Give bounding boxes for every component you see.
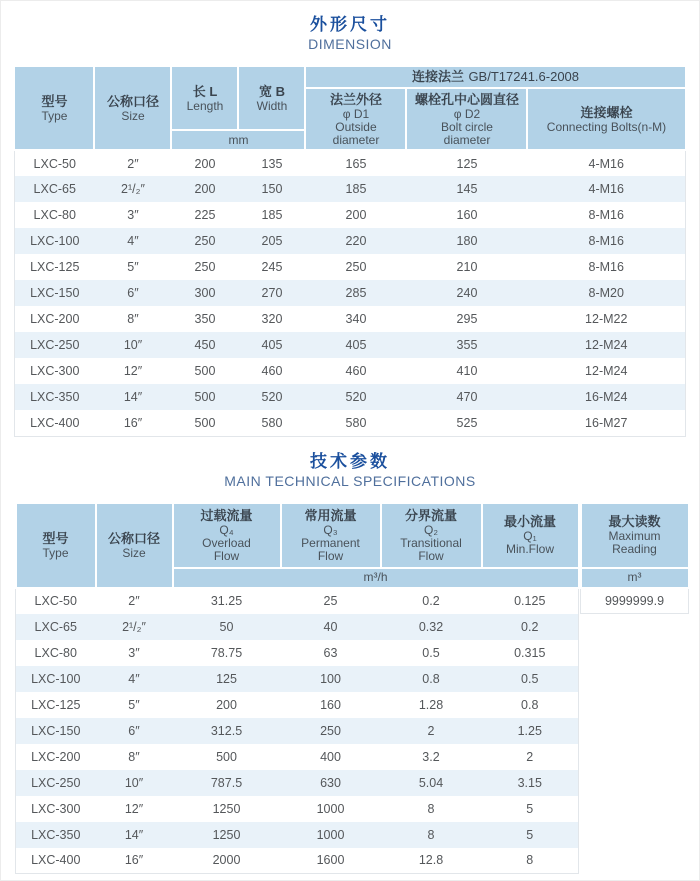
cell-model: LXC-50	[34, 594, 77, 608]
cell-d2: 470	[456, 390, 478, 404]
cell-size: 3″	[127, 208, 139, 222]
cell-d1: 165	[345, 156, 367, 171]
cell-d1: 250	[345, 260, 367, 274]
col-header-length-en: Length	[186, 98, 224, 113]
cell-q3: 1000	[316, 801, 345, 816]
table-row	[16, 796, 579, 822]
col-header-size-zh: 公称口径	[106, 93, 159, 109]
col-header-model-zh: 型号	[41, 93, 68, 109]
cell-q2: 5.04	[418, 775, 444, 790]
table-row	[14, 280, 685, 306]
cell-q1: 0.125	[514, 594, 546, 608]
cell-d1: 200	[345, 208, 367, 222]
cell-length: 300	[194, 286, 216, 300]
col-header-q3	[281, 503, 381, 568]
cell-q3: 1600	[316, 853, 345, 868]
col-header-model-zh: 型号	[42, 530, 69, 546]
col-header-q3-en1: Permanent	[301, 535, 360, 550]
col-header-size-en: Size	[121, 108, 145, 123]
col-header-model-en: Type	[41, 108, 68, 123]
unit-flow-cell	[173, 568, 579, 588]
cell-model: LXC-50	[33, 156, 76, 171]
cell-length: 350	[194, 312, 216, 326]
cell-q3: 40	[323, 619, 338, 634]
col-header-q2-en2: Flow	[418, 548, 444, 563]
table-row	[14, 306, 685, 332]
cell-length: 225	[194, 208, 216, 222]
col-header-size	[96, 503, 173, 588]
col-header-d2-zh: 螺栓孔中心圆直径	[414, 91, 519, 107]
cell-d2: 210	[456, 260, 478, 274]
cell-size: 10″	[124, 775, 144, 790]
cell-length: 500	[194, 364, 216, 378]
cell-q1: 5	[526, 801, 534, 816]
table-row	[16, 640, 579, 666]
cell-d2: 295	[456, 312, 478, 326]
col-header-d2-en1: Bolt circle	[440, 119, 493, 134]
cell-d1: 340	[345, 312, 367, 326]
cell-size: 2¹/₂″	[122, 619, 146, 634]
spec-table-header	[16, 503, 579, 588]
cell-q3: 63	[323, 645, 338, 660]
cell-d2: 160	[456, 208, 478, 222]
table-row	[14, 150, 685, 176]
col-header-q2-en1: Transitional	[400, 535, 462, 550]
cell-size: 3″	[128, 645, 140, 660]
cell-width: 185	[261, 208, 283, 222]
col-header-bolts-zh: 连接螺栓	[580, 104, 633, 120]
cell-length: 250	[194, 260, 216, 274]
cell-model: LXC-80	[33, 208, 76, 222]
col-group-flange	[305, 66, 685, 88]
cell-q4: 787.5	[210, 775, 243, 790]
cell-d2: 180	[456, 234, 478, 248]
cell-model: LXC-65	[33, 182, 76, 196]
cell-model: LXC-400	[30, 415, 80, 430]
cell-q1: 0.8	[521, 697, 539, 712]
col-header-q3-zh: 常用流量	[304, 507, 357, 523]
cell-width: 405	[261, 338, 283, 352]
col-header-q4-en2: Flow	[213, 548, 240, 563]
cell-d1: 285	[345, 286, 367, 300]
cell-width: 320	[261, 312, 283, 326]
cell-d1: 185	[345, 182, 367, 196]
cell-q4: 1250	[212, 801, 241, 816]
cell-bolts: 8-M16	[588, 234, 624, 248]
dimension-table-header	[14, 66, 685, 150]
cell-q2: 0.2	[422, 594, 440, 608]
cell-q2: 12.8	[418, 853, 444, 868]
cell-model: LXC-250	[30, 338, 80, 352]
cell-size: 4″	[128, 671, 140, 686]
cell-model: LXC-300	[31, 801, 81, 816]
cell-size: 12″	[123, 364, 143, 378]
cell-model: LXC-350	[30, 390, 80, 404]
cell-size: 12″	[124, 801, 144, 816]
table-row	[16, 614, 579, 640]
table-row	[16, 692, 579, 718]
col-header-q3-symbol: Q₃	[323, 522, 338, 537]
cell-size: 8″	[128, 749, 140, 764]
cell-q4: 500	[216, 749, 237, 764]
cell-size: 6″	[128, 723, 140, 738]
cell-bolts: 12-M22	[585, 312, 628, 326]
cell-model: LXC-150	[30, 286, 80, 300]
cell-width: 520	[261, 390, 283, 404]
cell-model: LXC-400	[31, 853, 81, 868]
spec-title-zh: 技术参数	[310, 451, 390, 471]
unit-flow-label: m³/h	[363, 570, 388, 584]
dimension-section-title	[1, 14, 699, 53]
cell-q1: 5	[526, 827, 534, 842]
cell-q2: 2	[427, 723, 435, 738]
table-row	[16, 718, 579, 744]
col-header-max-reading	[581, 503, 689, 568]
col-header-d1-en1: Outside	[335, 119, 377, 134]
cell-q2: 0.32	[418, 619, 444, 634]
cell-d1: 460	[345, 364, 367, 378]
cell-model: LXC-125	[30, 260, 80, 274]
cell-bolts: 8-M16	[588, 208, 624, 222]
cell-model: LXC-200	[31, 749, 81, 764]
table-row	[14, 410, 685, 436]
col-header-d2-symbol: φ D2	[453, 106, 481, 121]
cell-q3: 250	[320, 723, 341, 738]
cell-q2: 8	[427, 801, 435, 816]
cell-size: 6″	[127, 286, 139, 300]
cell-length: 200	[194, 156, 216, 171]
col-header-q1	[482, 503, 579, 568]
cell-length: 500	[194, 415, 216, 430]
cell-q2: 0.8	[422, 671, 440, 686]
spec-table-body	[16, 588, 579, 874]
cell-size: 2¹/₂″	[121, 182, 145, 196]
cell-d2: 125	[456, 156, 478, 171]
dimension-title-zh: 外形尺寸	[310, 15, 390, 34]
table-row	[16, 770, 579, 796]
col-header-q3-en2: Flow	[317, 548, 344, 563]
cell-size: 8″	[127, 312, 139, 326]
col-header-d1-symbol: φ D1	[342, 106, 370, 121]
cell-bolts: 16-M27	[585, 415, 628, 430]
cell-model: LXC-100	[31, 671, 81, 686]
col-header-max-en2: Reading	[612, 542, 657, 556]
cell-model: LXC-250	[31, 775, 81, 790]
cell-width: 205	[261, 234, 283, 248]
col-header-bolts-en: Connecting Bolts(n-M)	[546, 119, 667, 134]
col-header-d1-zh: 法兰外径	[329, 91, 382, 107]
cell-size: 10″	[123, 338, 143, 352]
cell-q3: 100	[320, 671, 341, 686]
cell-q1: 2	[526, 749, 534, 764]
cell-width: 270	[261, 286, 283, 300]
col-header-q2-zh: 分界流量	[404, 507, 457, 523]
spec-table-max-column	[580, 502, 690, 615]
cell-q1: 0.315	[514, 645, 546, 660]
cell-q1: 8	[526, 853, 534, 868]
col-header-q4-symbol: Q₄	[219, 522, 234, 537]
cell-length: 500	[194, 390, 216, 404]
cell-d1: 580	[345, 415, 367, 430]
cell-bolts: 4-M16	[588, 156, 624, 171]
cell-q1: 1.25	[517, 723, 542, 738]
cell-q4: 78.75	[210, 645, 243, 660]
col-header-model	[16, 503, 96, 588]
cell-q4: 312.5	[210, 723, 243, 738]
cell-d1: 220	[345, 234, 367, 248]
cell-bolts: 8-M20	[588, 286, 624, 300]
cell-model: LXC-350	[31, 827, 81, 842]
dimension-table	[13, 65, 686, 437]
col-header-size	[94, 66, 171, 150]
unit-max-label: m³	[627, 570, 642, 584]
cell-q1: 3.15	[517, 775, 542, 790]
cell-length: 450	[194, 338, 216, 352]
cell-size: 2″	[128, 594, 140, 608]
col-header-q4	[173, 503, 281, 568]
cell-d2: 240	[456, 286, 478, 300]
spec-table	[15, 502, 686, 875]
cell-length: 200	[194, 182, 216, 196]
col-header-q2	[381, 503, 482, 568]
col-header-d1-en2: diameter	[332, 132, 380, 147]
cell-model: LXC-125	[31, 697, 81, 712]
cell-q1: 0.5	[521, 671, 539, 686]
col-header-model	[14, 66, 94, 150]
table-row	[16, 848, 579, 874]
cell-q2: 1.28	[418, 697, 444, 712]
cell-q3: 1000	[316, 827, 345, 842]
dimension-table-body	[14, 150, 685, 436]
flange-group-zh: 连接法兰	[411, 69, 464, 84]
unit-max-cell	[581, 568, 689, 588]
col-header-d1	[305, 88, 406, 150]
cell-model: LXC-80	[34, 645, 77, 660]
cell-q2: 8	[427, 827, 435, 842]
col-header-q1-en: Min.Flow	[505, 542, 554, 556]
col-header-size-zh: 公称口径	[107, 530, 160, 546]
cell-model: LXC-65	[34, 619, 77, 634]
flange-group-standard: GB/T17241.6-2008	[468, 69, 580, 84]
unit-mm-label: mm	[228, 132, 249, 147]
cell-width: 135	[261, 156, 283, 171]
table-row	[14, 384, 685, 410]
cell-d2: 355	[456, 338, 478, 352]
cell-d2: 145	[456, 182, 478, 196]
cell-width: 580	[261, 415, 283, 430]
dimension-title-en: DIMENSION	[308, 36, 392, 52]
cell-size: 16″	[123, 415, 143, 430]
cell-size: 14″	[123, 390, 143, 404]
table-row	[16, 744, 579, 770]
col-header-length	[171, 66, 238, 130]
cell-size: 14″	[124, 827, 144, 842]
cell-q3: 160	[320, 697, 341, 712]
unit-mm-cell	[171, 130, 305, 150]
cell-size: 2″	[127, 156, 139, 171]
cell-width: 245	[261, 260, 283, 274]
col-header-size-en: Size	[122, 545, 146, 560]
cell-q2: 0.5	[422, 645, 440, 660]
spec-title-en: MAIN TECHNICAL SPECIFICATIONS	[224, 472, 476, 489]
table-row	[14, 332, 685, 358]
cell-model: LXC-300	[30, 364, 80, 378]
col-header-q4-zh: 过载流量	[200, 507, 253, 523]
cell-model: LXC-200	[30, 312, 80, 326]
col-header-bolts	[527, 88, 685, 150]
cell-q4: 50	[219, 619, 234, 634]
table-row	[16, 588, 579, 614]
cell-q4: 125	[216, 671, 237, 686]
cell-length: 250	[194, 234, 216, 248]
cell-width: 150	[261, 182, 283, 196]
cell-d1: 405	[345, 338, 367, 352]
col-header-max-zh: 最大读数	[608, 514, 661, 529]
col-header-length-zh: 长 L	[192, 83, 218, 99]
cell-q3: 630	[320, 775, 341, 790]
col-header-q2-symbol: Q₂	[424, 522, 438, 537]
table-row	[16, 666, 579, 692]
col-header-d2	[406, 88, 527, 150]
cell-d1: 520	[345, 390, 367, 404]
col-header-width-en: Width	[256, 98, 288, 113]
cell-bolts: 12-M24	[585, 338, 628, 352]
cell-size: 5″	[128, 697, 140, 712]
cell-size: 5″	[127, 260, 139, 274]
max-reading-cell: 9999999.9	[604, 593, 665, 608]
cell-q2: 3.2	[422, 749, 440, 764]
col-header-q1-zh: 最小流量	[503, 514, 556, 529]
spec-section-title	[1, 451, 699, 490]
col-header-width	[238, 66, 305, 130]
table-row	[14, 176, 685, 202]
cell-q4: 31.25	[210, 594, 243, 608]
table-row	[14, 228, 685, 254]
cell-model: LXC-100	[30, 234, 80, 248]
col-header-model-en: Type	[42, 545, 69, 560]
cell-q3: 400	[320, 749, 341, 764]
cell-width: 460	[261, 364, 283, 378]
cell-bolts: 8-M16	[588, 260, 624, 274]
table-row	[14, 254, 685, 280]
cell-model: LXC-150	[31, 723, 81, 738]
cell-q1: 0.2	[521, 619, 539, 634]
cell-bolts: 16-M24	[585, 390, 628, 404]
col-header-d2-en2: diameter	[443, 132, 491, 147]
table-row	[14, 358, 685, 384]
table-row	[16, 822, 579, 848]
col-header-q4-en1: Overload	[202, 535, 251, 550]
cell-q4: 2000	[212, 853, 241, 868]
cell-bolts: 4-M16	[588, 182, 624, 196]
col-header-width-zh: 宽 B	[258, 83, 285, 99]
table-row	[14, 202, 685, 228]
cell-d2: 525	[456, 415, 478, 430]
cell-d2: 410	[456, 364, 478, 378]
col-header-q1-symbol: Q₁	[523, 529, 537, 543]
spec-table-left	[15, 502, 580, 875]
cell-q4: 1250	[212, 827, 241, 842]
cell-bolts: 12-M24	[585, 364, 628, 378]
cell-size: 4″	[127, 234, 139, 248]
col-header-max-en1: Maximum	[608, 529, 661, 543]
cell-size: 16″	[124, 853, 144, 868]
cell-q4: 200	[216, 697, 237, 712]
cell-q3: 25	[323, 594, 338, 608]
